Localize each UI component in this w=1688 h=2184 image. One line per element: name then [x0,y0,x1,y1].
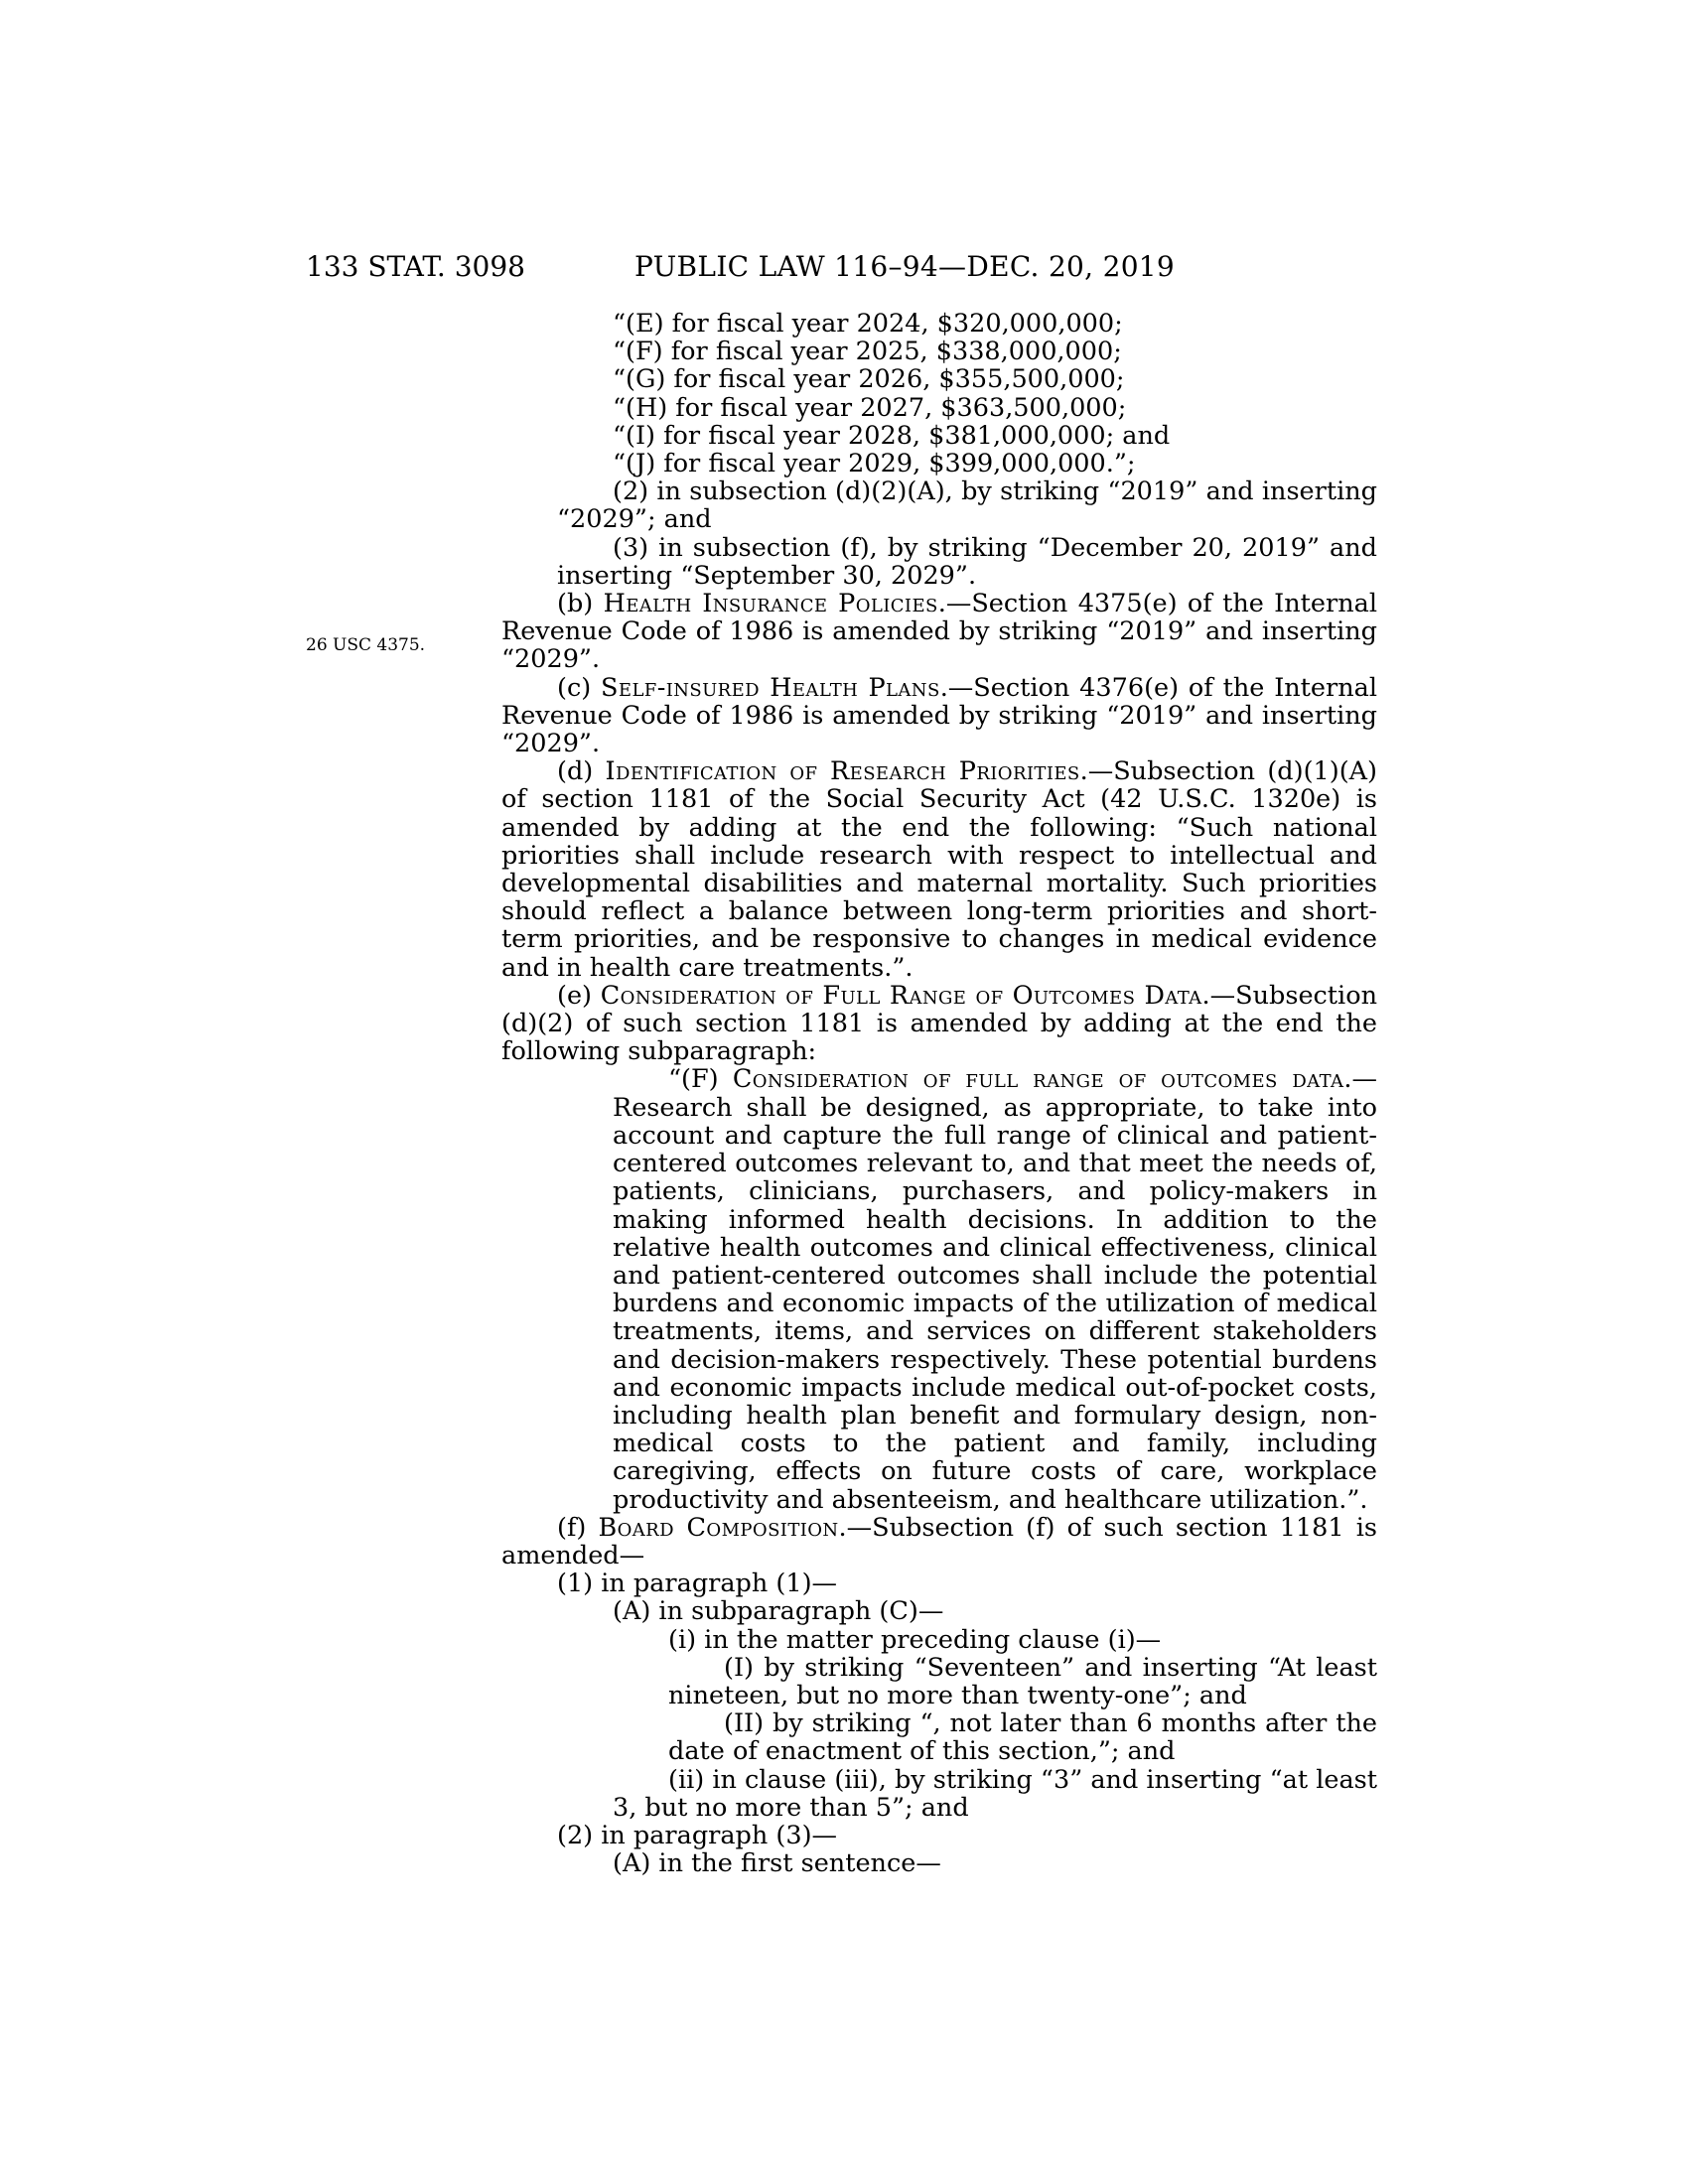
subparagraph-F-heading: Consideration of full range of outcomes data [732,1064,1344,1095]
amount-line-j: “(J) for fiscal year 2029, $399,000,000.”; [613,449,1136,479]
section-c-label: (c) [557,672,602,703]
section-f-label: (f) [557,1512,599,1543]
subparagraph-F-text: .—Research shall be designed, as appropriate, to take into account and capture the full range of clinical and patient-centered outcomes relevant to, and that meet the needs of, patients, clinicians, purchasers, and policy-makers in making informed health decisions. In addition to the relative health outcomes and clinical effectiveness, clinical and patient-centered outcomes shall include the potential burdens and economic impacts of the utilization of medical treatments, items, and services on different stakeholders and decision-makers respectively. These potential burdens and economic impacts include medical out-of-pocket costs, including health plan benefit and formulary design, non-medical costs to the patient and family, including caregiving, effects on future costs of care, workplace productivity and absenteeism, and healthcare utilization.”. [613,1064,1377,1515]
paragraph-3: (3) in subsection (f), by striking “December 20, 2019” and inserting “September 30, 2029”. [557,532,1377,591]
section-d-label: (d) [557,756,606,787]
amount-line-f: “(F) for fiscal year 2025, $338,000,000; [613,337,1122,367]
section-e [501,982,1377,1066]
section-e-label: (e) [557,980,601,1011]
amend-clause-ii: (ii) in clause (iii), by striking “3” and inserting “at least 3, but no more than 5”; and [613,1764,1377,1823]
amount-line-h: “(H) for fiscal year 2027, $363,500,000; [613,392,1127,423]
section-b-text: .—Section 4375(e) of the Internal Revenue Code of 1986 is amended by striking “2019” and inserting “2029”. [501,589,1377,675]
section-f [501,1514,1377,1570]
page-header [0,250,1688,290]
section-b-label: (b) [557,589,604,619]
section-c-text: .—Section 4376(e) of the Internal Revenue Code of 1986 is amended by striking “2019” and inserting “2029”. [501,672,1377,759]
amend-subclause-II: (II) by striking “, not later than 6 months after the date of enactment of this section,”; and [668,1708,1377,1767]
section-f-heading: Board Composition [598,1512,839,1543]
section-f-text: .—Subsection (f) of such section 1181 is amended— [501,1512,1377,1570]
amend-paragraph-2: (2) in paragraph (3)— [557,1820,838,1850]
amend-subparagraph-A: (A) in subparagraph (C)— [613,1596,944,1627]
paragraph-2: (2) in subsection (d)(2)(A), by striking “2019” and inserting “2029”; and [557,477,1377,535]
section-c-heading: Self-insured Health Plans [601,672,940,703]
subparagraph-F-label: “(F) [668,1064,733,1095]
document-body [501,310,1377,1877]
amend-paragraph-2-A: (A) in the first sentence— [613,1848,941,1879]
amend-subclause-I: (I) by striking “Seventeen” and inserting “At least nineteen, but no more than twenty-one”; and [668,1652,1377,1710]
section-d [501,757,1377,982]
amount-line-g: “(G) for fiscal year 2026, $355,500,000; [613,364,1125,395]
section-b-heading: Health Insurance Policies [603,589,938,619]
section-b [501,590,1377,674]
statute-citation: 133 STAT. 3098 [306,250,525,283]
law-title: PUBLIC LAW 116–94—DEC. 20, 2019 [634,250,1176,283]
section-e-heading: Consideration of Full Range of Outcomes Data [600,980,1202,1011]
amend-paragraph-1: (1) in paragraph (1)— [557,1569,838,1599]
margin-note: 26 USC 4375. [306,635,426,655]
section-c [501,674,1377,758]
amount-line-i: “(I) for fiscal year 2028, $381,000,000; and [613,420,1171,451]
amend-clause-i: (i) in the matter preceding clause (i)— [668,1624,1162,1655]
section-d-text: .—Subsection (d)(1)(A) of section 1181 of the Social Security Act (42 U.S.C. 1320e) is amended by adding at the end the following: “Such national priorities shall include research with respect to intellectual and developmental disabilities and maternal mortality. Such priorities should reflect a balance between long-term priorities and short-term priorities, and be responsive to changes in medical evidence and in health care treatments.”. [501,756,1378,983]
section-d-heading: Identification of Research Priorities [605,756,1080,787]
amount-line-e: “(E) for fiscal year 2024, $320,000,000; [613,309,1123,339]
section-e-text: .—Subsection (d)(2) of such section 1181 is amended by adding at the end the following subparagraph: [501,980,1377,1067]
subparagraph-F [501,1065,1377,1513]
